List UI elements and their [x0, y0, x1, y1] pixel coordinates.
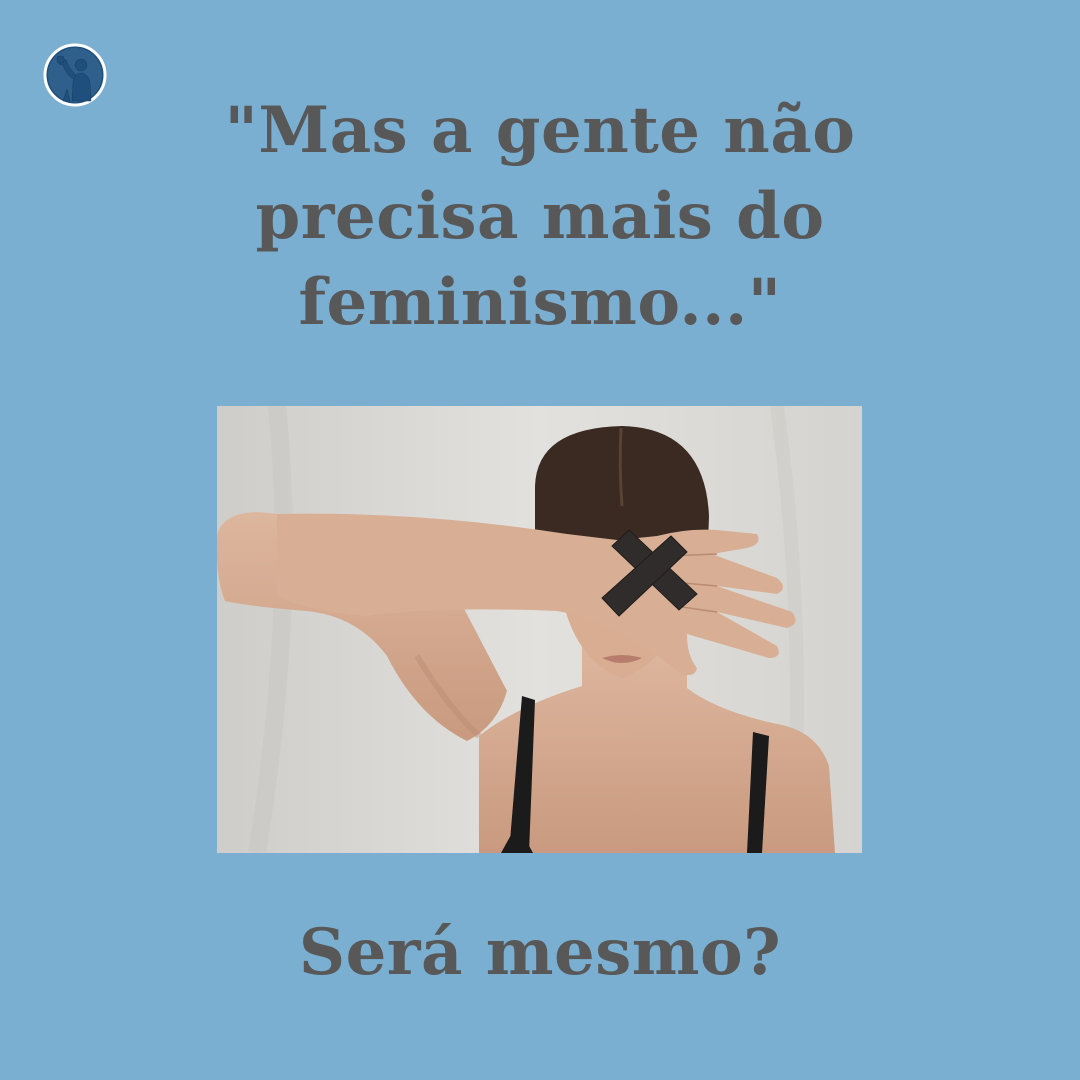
subheadline-question: Será mesmo? — [298, 915, 782, 990]
photo-illustration — [217, 406, 862, 853]
photo-woman-covering-eyes — [217, 406, 862, 853]
headline-quote: "Mas a gente não precisa mais do feminismo..." — [224, 93, 856, 340]
